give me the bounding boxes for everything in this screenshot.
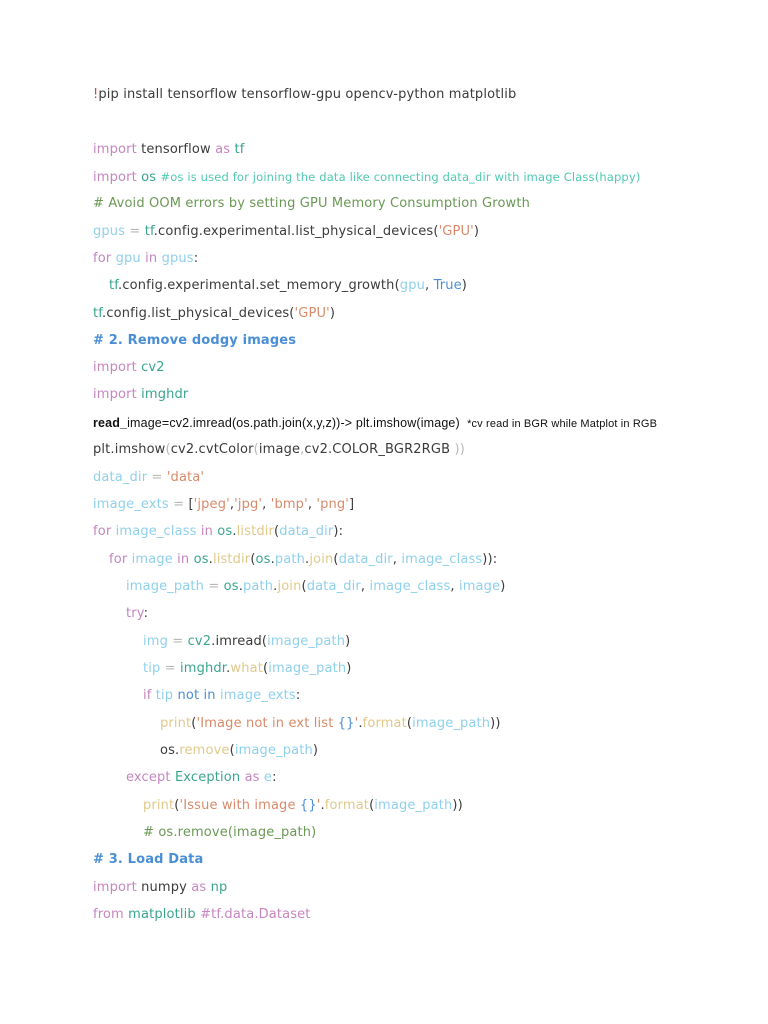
heading: # 3. Load Data — [93, 852, 204, 867]
function: print — [143, 798, 175, 813]
paren: ) — [329, 306, 336, 321]
string: 'GPU' — [438, 224, 474, 239]
variable: gpus — [93, 224, 126, 239]
paren: )) — [452, 798, 463, 813]
operator: = — [160, 661, 181, 676]
variable: image — [458, 579, 501, 594]
keyword: as — [191, 880, 207, 895]
code-line-print-not-in-ext — [160, 715, 501, 733]
call: .config.experimental.set_memory_growth( — [118, 278, 400, 293]
code-line-comment-remove — [143, 824, 316, 842]
argument: cv2.COLOR_BGR2RGB — [304, 442, 451, 457]
paren: ) — [312, 743, 319, 758]
paren: ) — [345, 634, 351, 649]
keyword: import — [93, 170, 137, 185]
string: ' — [354, 716, 359, 731]
note-annotation: *cv read in BGR while Matplot in RGB — [467, 418, 658, 430]
comma: , — [392, 552, 402, 567]
keyword: as — [244, 770, 260, 785]
comma: , — [300, 442, 305, 457]
keyword: in — [200, 524, 213, 539]
class-name: Exception — [174, 770, 241, 785]
variable: image_class — [401, 552, 483, 567]
module-name: os — [193, 552, 209, 567]
keyword: for — [93, 251, 112, 266]
comma: , — [262, 497, 271, 512]
inline-comment: #os is used for joining the data like connecting data_dir with image Class(happy) — [160, 170, 641, 184]
string: 'Image not in ext list — [196, 716, 338, 731]
keyword: not in — [177, 688, 216, 703]
paren: ( — [229, 743, 235, 758]
variable: data_dir — [279, 524, 334, 539]
dot: . — [232, 524, 237, 539]
section-heading-remove-dodgy — [93, 332, 296, 350]
colon: : — [295, 688, 301, 703]
paren: ) — [346, 661, 352, 676]
dot: . — [208, 552, 213, 567]
variable: tip — [143, 661, 161, 676]
code-line-for-image — [109, 551, 497, 569]
variable: image_class — [115, 524, 197, 539]
module-name: os. — [160, 743, 180, 758]
code-line-for-gpu — [93, 250, 198, 268]
code-line-img-imread — [143, 633, 350, 651]
paren: ( — [369, 798, 375, 813]
variable: img — [143, 634, 168, 649]
function: listdir — [212, 552, 251, 567]
pip-command: pip install tensorflow tensorflow-gpu opencv-python matplotlib — [98, 87, 517, 102]
braces: {} — [337, 716, 355, 731]
colon: : — [143, 606, 149, 621]
variable: tip — [155, 688, 174, 703]
module-name: cv2 — [187, 634, 212, 649]
code-line-os-remove — [160, 742, 318, 760]
module-name: os — [217, 524, 233, 539]
paren: )): — [482, 552, 498, 567]
dot: . — [226, 661, 231, 676]
code-line-import-cv2 — [93, 359, 165, 377]
code-line-comment-oom — [93, 195, 530, 213]
code-line-except — [126, 769, 277, 787]
keyword: in — [145, 251, 158, 266]
module-name: tensorflow — [141, 142, 211, 157]
keyword: except — [126, 770, 171, 785]
code-line-list-devices — [93, 305, 335, 323]
call: .imread( — [211, 634, 268, 649]
module-alias: tf — [93, 306, 103, 321]
string: 'bmp' — [270, 497, 308, 512]
string: 'Issue with image — [179, 798, 300, 813]
paren: )) — [454, 442, 465, 457]
keyword: import — [93, 387, 137, 402]
variable: image_path — [267, 634, 346, 649]
module-alias: tf — [144, 224, 154, 239]
module-name: os — [255, 552, 271, 567]
dot: . — [238, 579, 243, 594]
comma: , — [229, 497, 235, 512]
code-line-if-not-in — [143, 687, 300, 705]
function: what — [230, 661, 263, 676]
comma: , — [307, 497, 317, 512]
keyword: as — [215, 142, 231, 157]
paren: ( — [191, 716, 197, 731]
variable: image_exts — [220, 688, 296, 703]
paren: )) — [490, 716, 501, 731]
code-line-set-memory-growth — [109, 277, 467, 295]
paren: ) — [461, 278, 468, 293]
paren: ) — [473, 224, 480, 239]
code-line-import-os — [93, 168, 640, 186]
keyword: import — [93, 880, 137, 895]
call: .config.list_physical_devices( — [102, 306, 295, 321]
section-heading-load-data — [93, 851, 203, 869]
call: plt.imshow — [93, 442, 166, 457]
keyword: try — [126, 606, 144, 621]
dot: . — [320, 798, 325, 813]
dot: . — [305, 552, 310, 567]
comma: , — [450, 579, 459, 594]
comma: , — [360, 579, 370, 594]
code-line-import-imghdr — [93, 386, 188, 404]
comment: # os.remove(image_path) — [143, 825, 317, 840]
keyword: import — [93, 360, 137, 375]
braces: {} — [299, 798, 317, 813]
variable: data_dir — [306, 579, 361, 594]
operator: = — [167, 634, 188, 649]
variable: image_class — [369, 579, 451, 594]
module-name: matplotlib — [128, 907, 196, 922]
code-line-for-image-class — [93, 523, 343, 541]
string: 'jpeg' — [193, 497, 230, 512]
function: listdir — [236, 524, 274, 539]
function: print — [160, 716, 192, 731]
code-line-pip-install — [93, 86, 516, 104]
variable: image_path — [126, 579, 205, 594]
paren: ): — [333, 524, 344, 539]
variable: image_path — [374, 798, 453, 813]
variable: gpu — [399, 278, 425, 293]
bang-symbol: ! — [93, 87, 99, 102]
function: remove — [179, 743, 230, 758]
variable: image_path — [234, 743, 313, 758]
note-text: image=cv2.imread(os.path.join(x,y,z))-> plt.imshow(image) — [127, 416, 460, 430]
colon: : — [272, 770, 277, 785]
function: format — [362, 716, 407, 731]
module-name: numpy — [141, 880, 187, 895]
function: join — [277, 579, 302, 594]
bracket: [ — [188, 497, 194, 512]
code-line-from-matplotlib — [93, 906, 311, 924]
module-name: os — [223, 579, 239, 594]
code-line-imshow — [93, 441, 465, 459]
code-line-gpus-assign — [93, 223, 479, 241]
call: cv2.cvtColor — [170, 442, 254, 457]
inline-comment: #tf.data.Dataset — [200, 907, 311, 922]
code-line-tip — [143, 660, 351, 678]
module-name: os — [141, 170, 157, 185]
paren: ( — [262, 661, 269, 676]
module-alias: np — [210, 880, 228, 895]
variable: path — [274, 552, 306, 567]
string: 'jpg' — [234, 497, 263, 512]
code-line-image-exts — [93, 496, 354, 514]
function: join — [309, 552, 334, 567]
operator: = — [125, 224, 145, 239]
keyword: from — [93, 907, 124, 922]
string: 'GPU' — [294, 306, 330, 321]
paren: ( — [333, 552, 339, 567]
variable: gpu — [115, 251, 141, 266]
paren: ( — [406, 716, 413, 731]
code-line-try — [126, 605, 148, 623]
argument: image — [258, 442, 301, 457]
keyword: for — [93, 524, 112, 539]
keyword: in — [177, 552, 190, 567]
variable: image_path — [268, 661, 347, 676]
variable: data_dir — [338, 552, 393, 567]
keyword: for — [109, 552, 128, 567]
code-line-print-issue — [143, 797, 463, 815]
module-name: cv2 — [141, 360, 165, 375]
dot: . — [358, 716, 363, 731]
variable: image_path — [412, 716, 491, 731]
keyword: import — [93, 142, 137, 157]
keyword: if — [143, 688, 152, 703]
module-alias: tf — [109, 278, 119, 293]
call: .config.experimental.list_physical_devices( — [153, 224, 439, 239]
comment: # Avoid OOM errors by setting GPU Memory Consumption Growth — [93, 196, 530, 211]
dot: . — [270, 552, 275, 567]
paren: ( — [273, 524, 280, 539]
code-line-import-tensorflow — [93, 141, 244, 159]
colon: : — [193, 251, 199, 266]
function: format — [324, 798, 370, 813]
bold-text: read_ — [93, 416, 128, 430]
string: 'png' — [316, 497, 350, 512]
variable: path — [242, 579, 274, 594]
dot: . — [273, 579, 278, 594]
paren: ( — [253, 442, 259, 457]
variable: image_exts — [93, 497, 169, 512]
operator: = — [168, 497, 189, 512]
module-name: imghdr — [141, 387, 189, 402]
constant: True — [433, 278, 462, 293]
module-alias: tf — [234, 142, 245, 157]
paren: ( — [165, 442, 171, 457]
paren: ( — [174, 798, 180, 813]
variable: e — [263, 770, 273, 785]
operator: = — [147, 470, 167, 485]
bracket: ] — [349, 497, 355, 512]
module-name: imghdr — [180, 661, 227, 676]
comma: , — [425, 278, 434, 293]
variable: data_dir — [93, 470, 148, 485]
code-line-import-numpy — [93, 879, 227, 897]
paren: ) — [500, 579, 506, 594]
paren: ( — [250, 552, 256, 567]
paren: ( — [301, 579, 307, 594]
code-line-image-path — [126, 578, 505, 596]
code-line-data-dir — [93, 469, 204, 487]
string: ' — [316, 798, 321, 813]
variable: gpus — [161, 251, 194, 266]
variable: image — [131, 552, 173, 567]
operator: = — [204, 579, 224, 594]
heading: # 2. Remove dodgy images — [93, 333, 297, 348]
note-line-read-image — [93, 414, 657, 432]
string: 'data' — [166, 470, 205, 485]
